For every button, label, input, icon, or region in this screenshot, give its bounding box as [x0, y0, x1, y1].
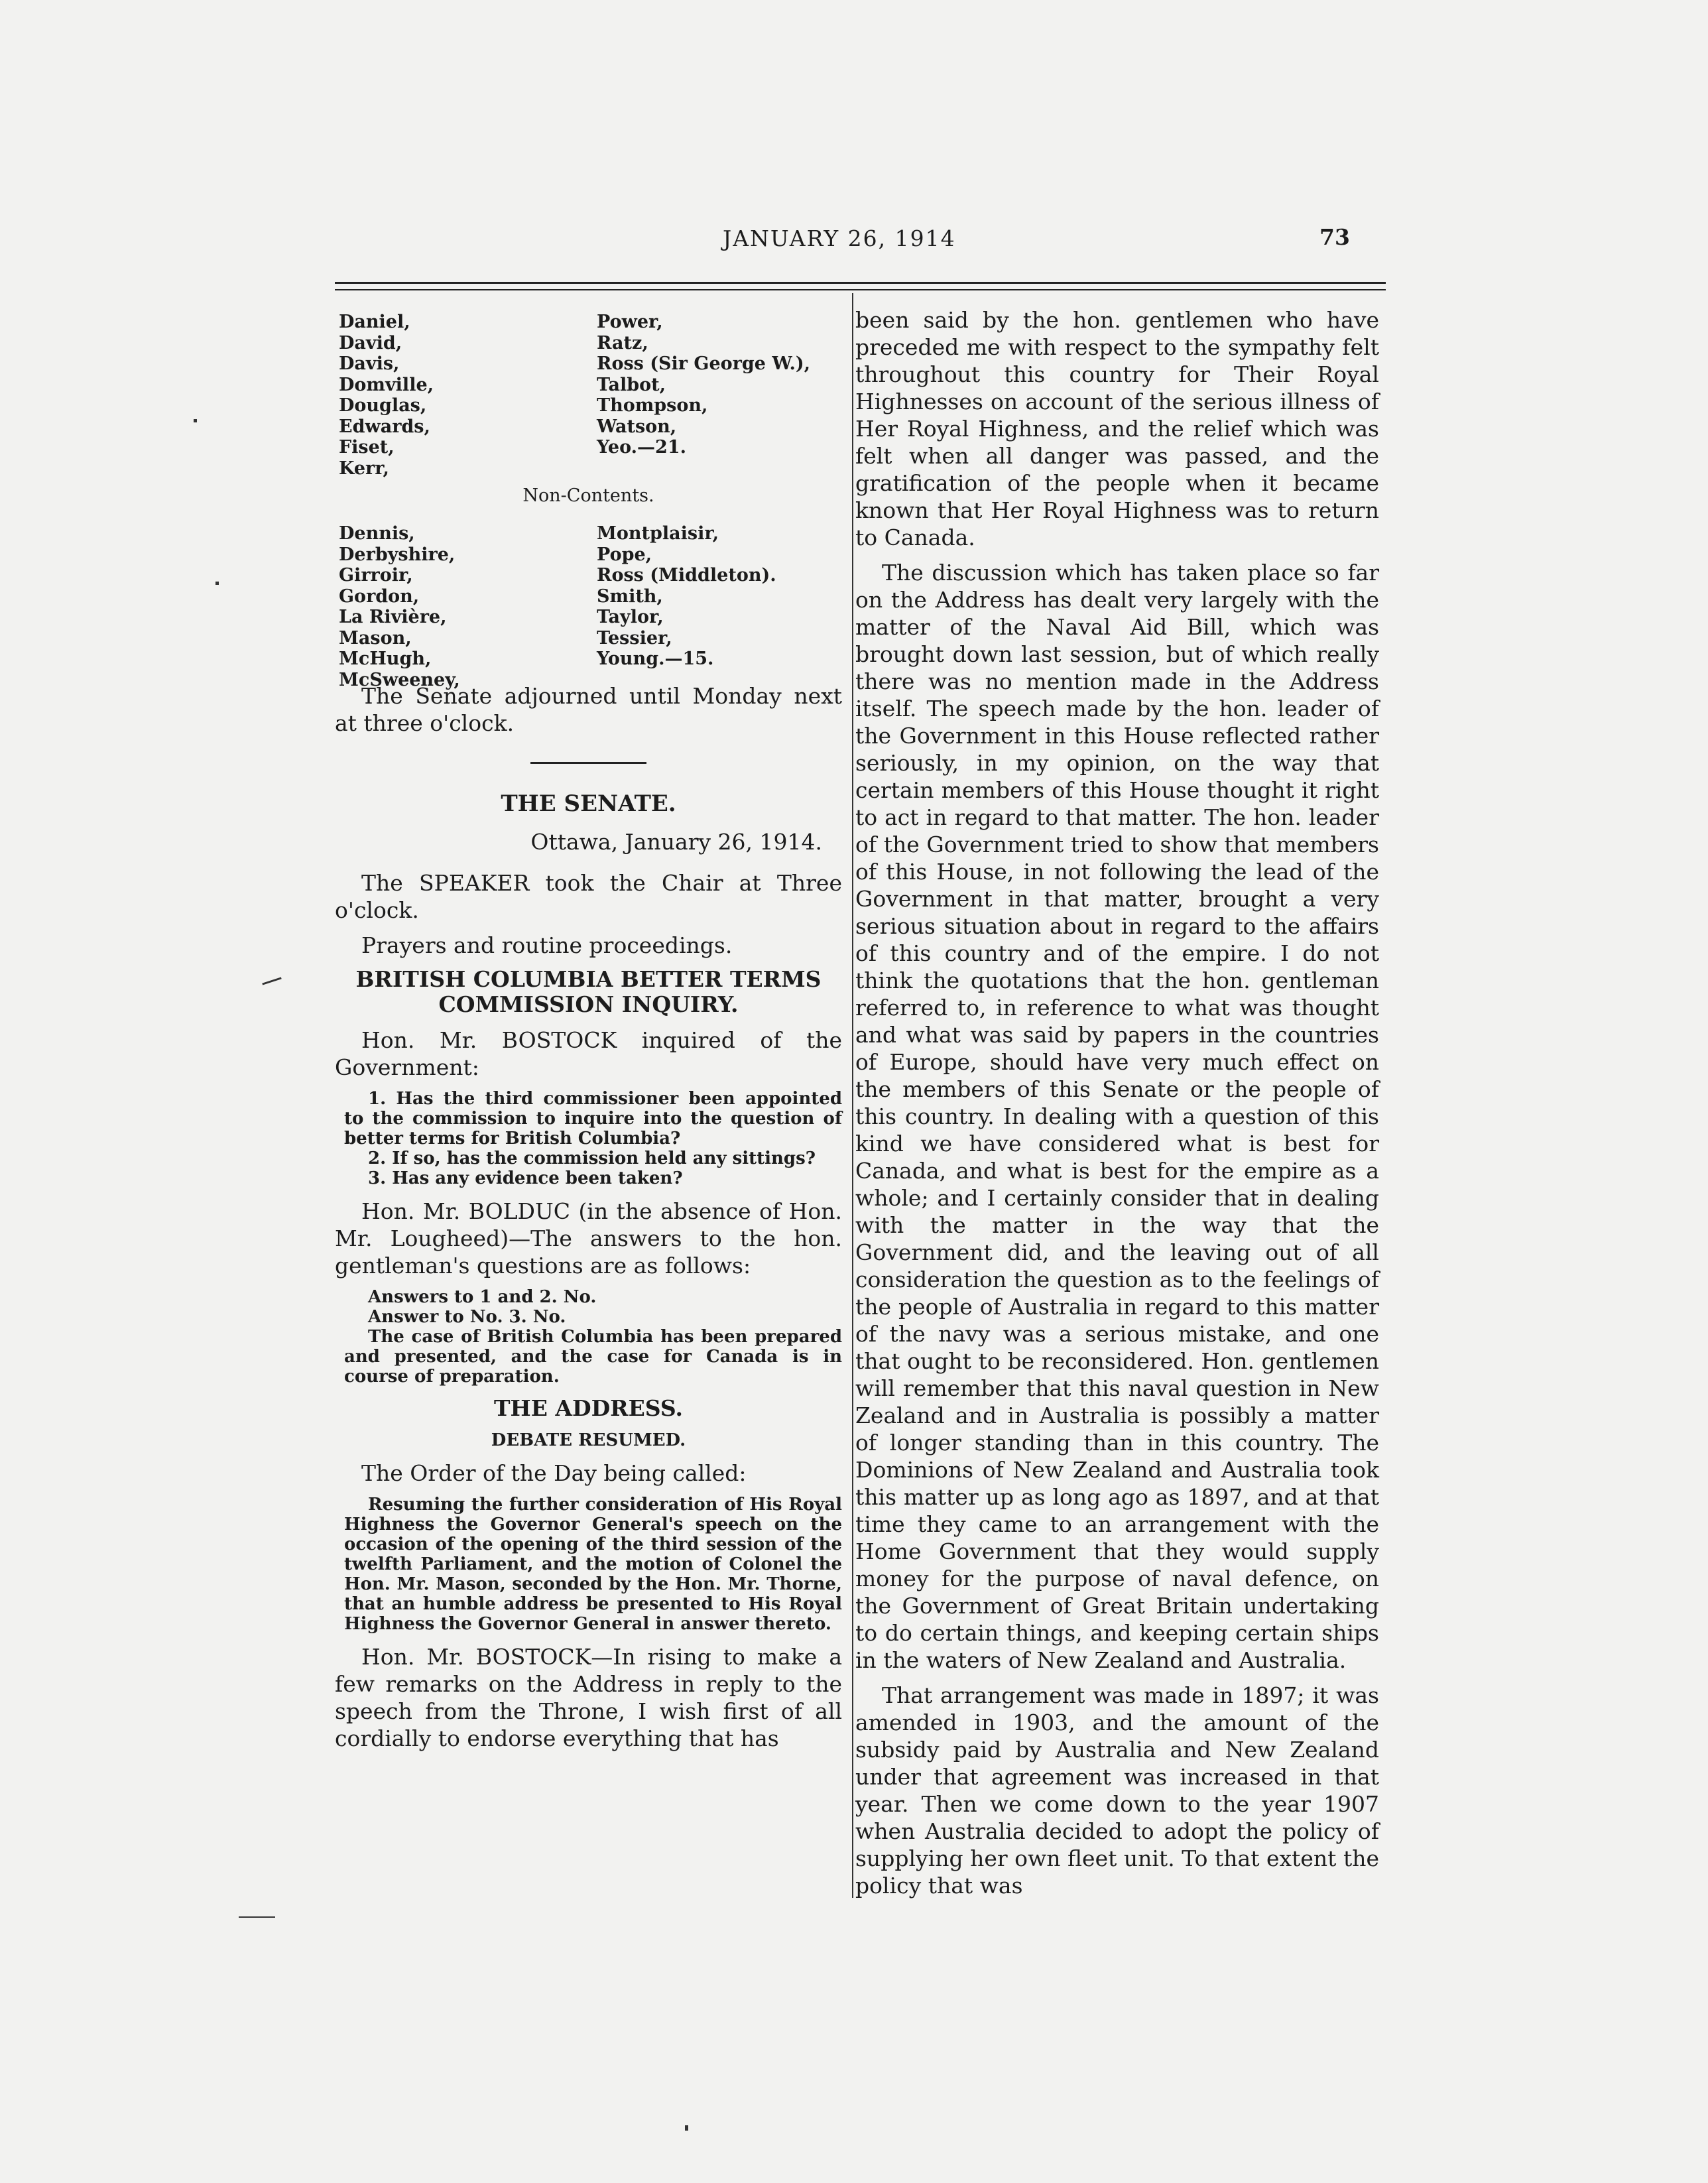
- left-column: [335, 312, 842, 1760]
- section-rule: [530, 762, 646, 764]
- contents-list: [335, 312, 842, 484]
- bolduc-reply: Hon. Mr. BOLDUC (in the absence of Hon. Mr. Lougheed)—The answers to the hon. gentleman's questions are as follows:: [335, 1198, 842, 1279]
- name-entry: Douglas,: [339, 395, 427, 416]
- non-contents-right-names: [597, 523, 776, 670]
- bc-inquiry-heading: [335, 967, 842, 1017]
- name-entry: Thompson,: [597, 395, 708, 416]
- name-entry: Pope,: [597, 544, 652, 565]
- answer-1: Answers to 1 and 2. No.: [368, 1287, 597, 1307]
- non-contents-list: [335, 523, 842, 690]
- prayers-paragraph: Prayers and routine proceedings.: [361, 932, 733, 958]
- name-entry: Gordon,: [339, 586, 420, 607]
- resuming-motion: Resuming the further consideration of His Royal Highness the Governor General's speech on the occasion of the opening of the third session of the twelfth Parliament, and the motion of Colonel the Hon. Mr. Mason, seconded by the Hon. Mr. Thorne, that an humble address be presented to His Royal Highness the Governor General in answer thereto.: [344, 1495, 842, 1634]
- name-entry: Watson,: [597, 416, 677, 437]
- question-2: 2. If so, has the commission held any sittings?: [368, 1149, 816, 1168]
- header-date: JANUARY 26, 1914: [723, 225, 956, 251]
- answer-2: Answer to No. 3. No.: [368, 1307, 566, 1327]
- answer-3: The case of British Columbia has been prepared and presented, and the case for Canada is in course of preparation.: [344, 1327, 842, 1387]
- header-rule: [335, 282, 1386, 284]
- name-entry: Ross (Sir George W.),: [597, 353, 811, 374]
- name-entry: Edwards,: [339, 416, 430, 437]
- name-entry: Smith,: [597, 586, 663, 607]
- name-entry: David,: [339, 332, 402, 353]
- name-entry: Talbot,: [597, 374, 666, 395]
- name-entry: Fiset,: [339, 437, 395, 458]
- name-entry: La Rivière,: [339, 607, 447, 627]
- name-entry: Ratz,: [597, 332, 648, 353]
- name-entry: Young.—15.: [597, 649, 714, 669]
- name-entry: Kerr,: [339, 458, 389, 479]
- question-3: 3. Has any evidence been taken?: [368, 1168, 683, 1188]
- scan-mark: [262, 977, 281, 985]
- name-entry: Dennis,: [339, 523, 415, 544]
- page-number: 73: [1319, 224, 1350, 250]
- scan-mark: [239, 1916, 275, 1918]
- bostock-inquiry: Hon. Mr. BOSTOCK inquired of the Government:: [335, 1027, 842, 1080]
- address-heading: THE ADDRESS.: [493, 1395, 684, 1421]
- speech-paragraph-3: That arrangement was made in 1897; it was amended in 1903, and the amount of the subsidy paid by Australia and New Zealand under that agreement was increased in that year. Then we come down to the year 1907 when Australia decided to adopt the policy of supplying her own fleet unit. To that extent the policy that was: [855, 1682, 1379, 1899]
- name-entry: Montplaisir,: [597, 523, 719, 544]
- order-of-day: The Order of the Day being called:: [361, 1460, 747, 1486]
- column-divider: [852, 293, 853, 1898]
- debate-resumed-subheading: DEBATE RESUMED.: [491, 1430, 686, 1450]
- non-contents-left-names: [339, 523, 460, 690]
- name-entry: McHugh,: [339, 649, 432, 669]
- question-1: 1. Has the third commissioner been appointed to the commission to inquire into the question of better terms for British Columbia?: [344, 1089, 842, 1149]
- name-entry: Tessier,: [597, 627, 672, 649]
- name-entry: Girroir,: [339, 565, 413, 586]
- scan-mark: [685, 2125, 688, 2131]
- name-entry: Davis,: [339, 353, 400, 374]
- scan-mark: [194, 419, 197, 422]
- contents-left-names: [339, 312, 434, 479]
- bostock-speech-start: Hon. Mr. BOSTOCK—In rising to make a few remarks on the Address in reply to the speech from the Throne, I wish first of all cordially to endorse everything that has: [335, 1644, 842, 1751]
- contents-right-names: [597, 312, 810, 458]
- speech-paragraph-2: The discussion which has taken place so far on the Address has dealt very largely with the matter of the Naval Aid Bill, which was brought down last session, but of which really there was no mention made in the Address itself. The speech made by the hon. leader of the Government in this House reflected rather seriously, in my opinion, on the way that certain members of this House thought it right to act in regard to that matter. The hon. leader of the Government tried to show that members of this House, in not following the lead of the Government in that matter, brought a very serious situation about in regard to the affairs of this country and of the empire. I do not think the quotations that the hon. gentleman referred to, in reference to what was thought and what was said by papers in the countries of Europe, should have very much effect on the members of this Senate or the people of this country. In dealing with a question of this kind we have considered what is best for Canada, and what is best for the empire as a whole; and I certainly consider that in dealing with the matter in the way that the Government did, and the leaving out of all consideration the question as to the feelings of the people of Australia in regard to this matter of the navy was a serious mistake, and one that ought to be reconsidered. Hon. gentlemen will remember that this naval question in New Zealand and in Australia is possibly a matter of longer standing than in this country. The Dominions of New Zealand and Australia took this matter up as long ago as 1897, and at that time they came to an arrangement with the Home Government that they would supply money for the purpose of naval defence, on the Government of Great Britain undertaking to do certain things, and keeping certain ships in the waters of New Zealand and Australia.: [855, 560, 1379, 1673]
- name-entry: Taylor,: [597, 607, 664, 627]
- speaker-paragraph: The SPEAKER took the Chair at Three o'clock.: [335, 870, 842, 923]
- name-entry: Daniel,: [339, 312, 410, 332]
- header-rule-thin: [335, 289, 1386, 290]
- right-column: [855, 306, 1379, 1907]
- scan-mark: [215, 582, 219, 585]
- bc-inquiry-title-line2: COMMISSION INQUIRY.: [438, 991, 739, 1017]
- name-entry: McSweeney,: [339, 669, 460, 690]
- name-entry: Domville,: [339, 374, 434, 395]
- senate-dateline: Ottawa, January 26, 1914.: [530, 829, 822, 855]
- name-entry: Yeo.—21.: [597, 437, 687, 458]
- adjournment-paragraph: The Senate adjourned until Monday next at three o'clock.: [335, 683, 842, 736]
- name-entry: Ross (Middleton).: [597, 565, 776, 586]
- name-entry: Derbyshire,: [339, 544, 456, 565]
- page-header: [0, 225, 1708, 265]
- name-entry: Mason,: [339, 627, 412, 649]
- non-contents-heading: Non-Contents.: [522, 485, 654, 506]
- bc-inquiry-title-line1: BRITISH COLUMBIA BETTER TERMS: [355, 966, 822, 992]
- senate-title: THE SENATE.: [501, 790, 676, 817]
- name-entry: Power,: [597, 312, 663, 332]
- speech-paragraph-1: been said by the hon. gentlemen who have preceded me with respect to the sympathy felt throughout this country for Their Royal Highnesses on account of the serious illness of Her Royal Highness, and the relief which was felt when all danger was passed, and the gratification of the people when it became known that Her Royal Highness was to return to Canada.: [855, 307, 1379, 550]
